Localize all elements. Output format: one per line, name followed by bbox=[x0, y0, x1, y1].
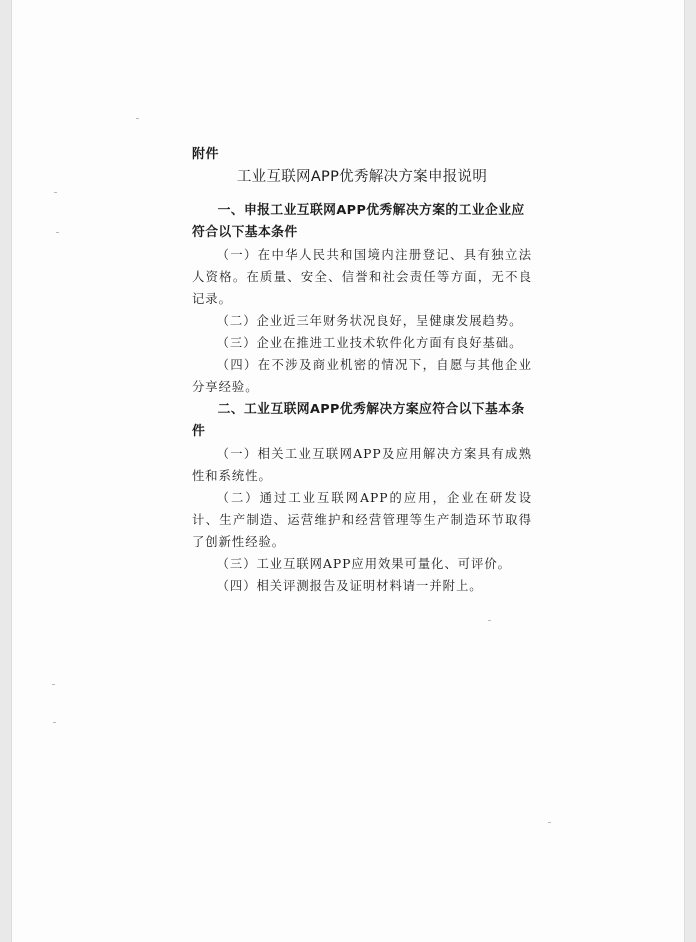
paragraph: （三）企业在推进工业技术软件化方面有良好基础。 bbox=[216, 336, 523, 350]
paragraph: （二）通过工业互联网APP的应用，企业在研发设计、生产制造、运营维护和经营管理等生产制造环节取得了创新性经验。 bbox=[192, 491, 532, 549]
section-heading: 二、工业互联网APP优秀解决方案应符合以下基本条件 bbox=[192, 402, 525, 439]
paragraph: （三）工业互联网APP应用效果可量化、可评价。 bbox=[216, 557, 511, 571]
paragraph: （一）相关工业互联网APP及应用解决方案具有成熟性和系统性。 bbox=[192, 447, 532, 483]
document-body bbox=[192, 200, 532, 597]
scan-speck bbox=[54, 192, 57, 193]
paragraph: （四）相关评测报告及证明材料请一并附上。 bbox=[216, 579, 483, 593]
paragraph: （一）在中华人民共和国境内注册登记、具有独立法人资格。在质量、安全、信誉和社会责任等方面，无不良记录。 bbox=[192, 248, 532, 306]
paragraph: （四）在不涉及商业机密的情况下，自愿与其他企业分享经验。 bbox=[192, 358, 532, 394]
document-title: 工业互联网APP优秀解决方案申报说明 bbox=[236, 169, 488, 185]
scan-speck bbox=[136, 118, 139, 119]
paragraph: （二）企业近三年财务状况良好，呈健康发展趋势。 bbox=[216, 314, 523, 328]
scan-speck bbox=[52, 684, 55, 685]
scan-speck bbox=[53, 722, 56, 723]
section-heading: 一、申报工业互联网APP优秀解决方案的工业企业应符合以下基本条件 bbox=[192, 203, 525, 240]
scan-speck bbox=[488, 620, 491, 621]
scan-speck bbox=[548, 822, 551, 823]
attachment-label: 附件 bbox=[192, 147, 220, 162]
document-page bbox=[12, 0, 684, 942]
scan-speck bbox=[56, 232, 59, 233]
